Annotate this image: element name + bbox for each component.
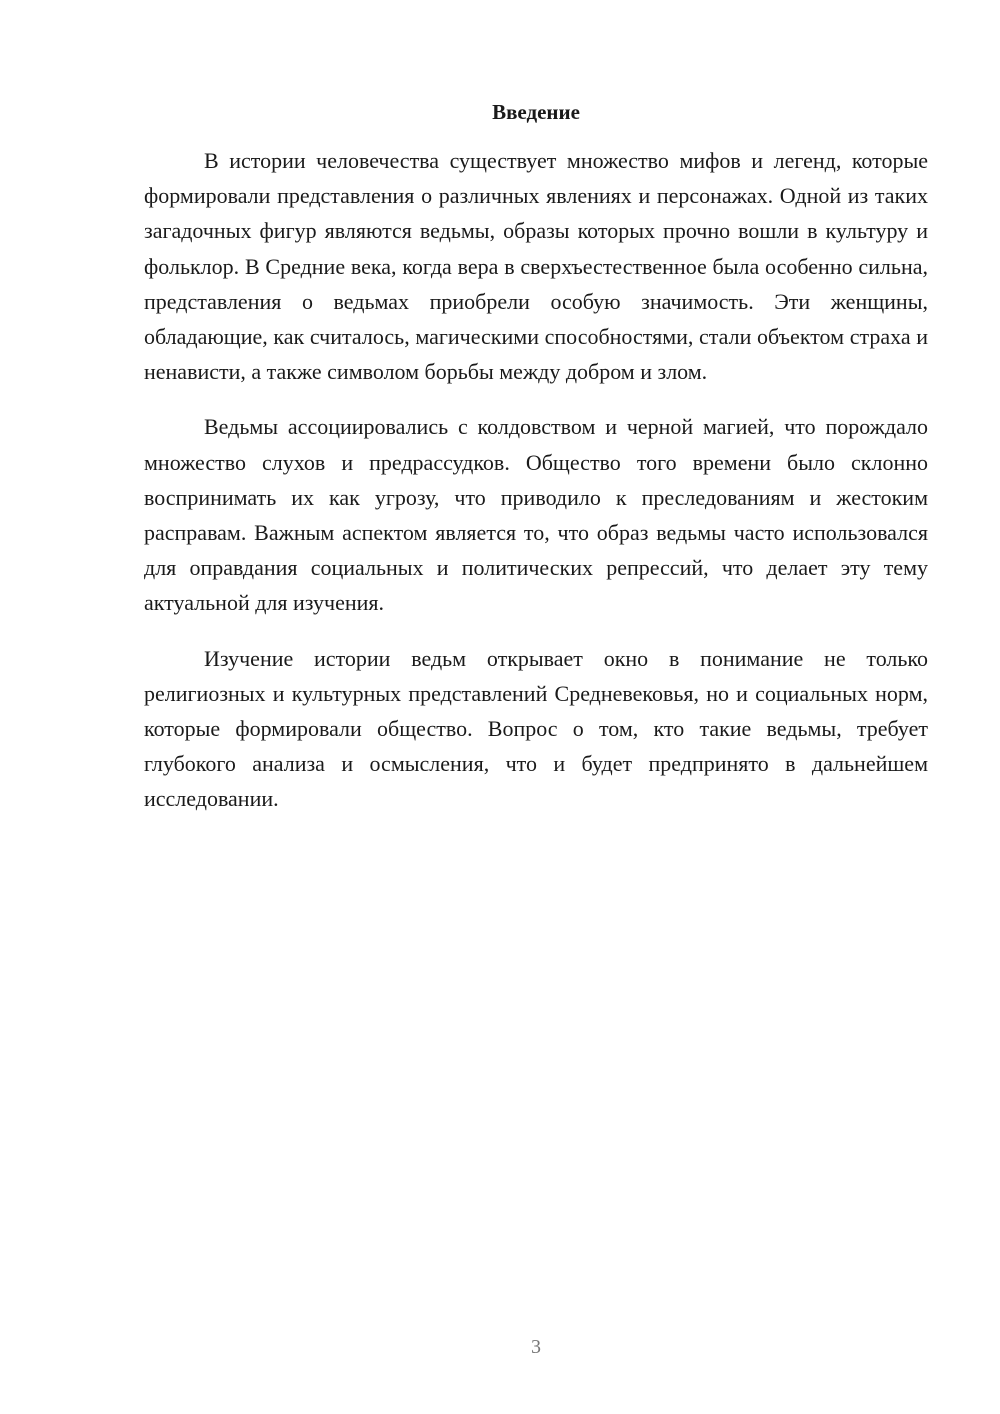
paragraph-2: Ведьмы ассоциировались с колдовством и черной магией, что порождало множество слухов и предрассудков. Общество того времени было склонно воспринимать их как угрозу, что приводило к преследованиям и жестоким расправам. Важным аспектом является то, что образ ведьмы часто использовался для оправдания социальных и политических репрессий, что делает эту тему актуальной для изучения. xyxy=(144,414,928,616)
section-title: Введение xyxy=(492,100,580,124)
body-text xyxy=(144,143,928,837)
paragraph-3: Изучение истории ведьм открывает окно в понимание не только религиозных и культурных представлений Средневековья, но и социальных норм, которые формировали общество. Вопрос о том, кто такие ведьмы, требует глубокого анализа и осмысления, что и будет предпринято в дальнейшем исследовании. xyxy=(144,645,928,812)
page-number: 3 xyxy=(531,1336,541,1358)
paragraph-1: В истории человечества существует множество мифов и легенд, которые формировали представления о различных явлениях и персонажах. Одной из таких загадочных фигур являются ведьмы, образы которых прочно вошли в культуру и фольклор. В Средние века, когда вера в сверхъестественное была особенно сильна, представления о ведьмах приобрели особую значимость. Эти женщины, обладающие, как считалось, магическими способностями, стали объектом страха и ненависти, а также символом борьбы между добром и злом. xyxy=(144,148,928,385)
